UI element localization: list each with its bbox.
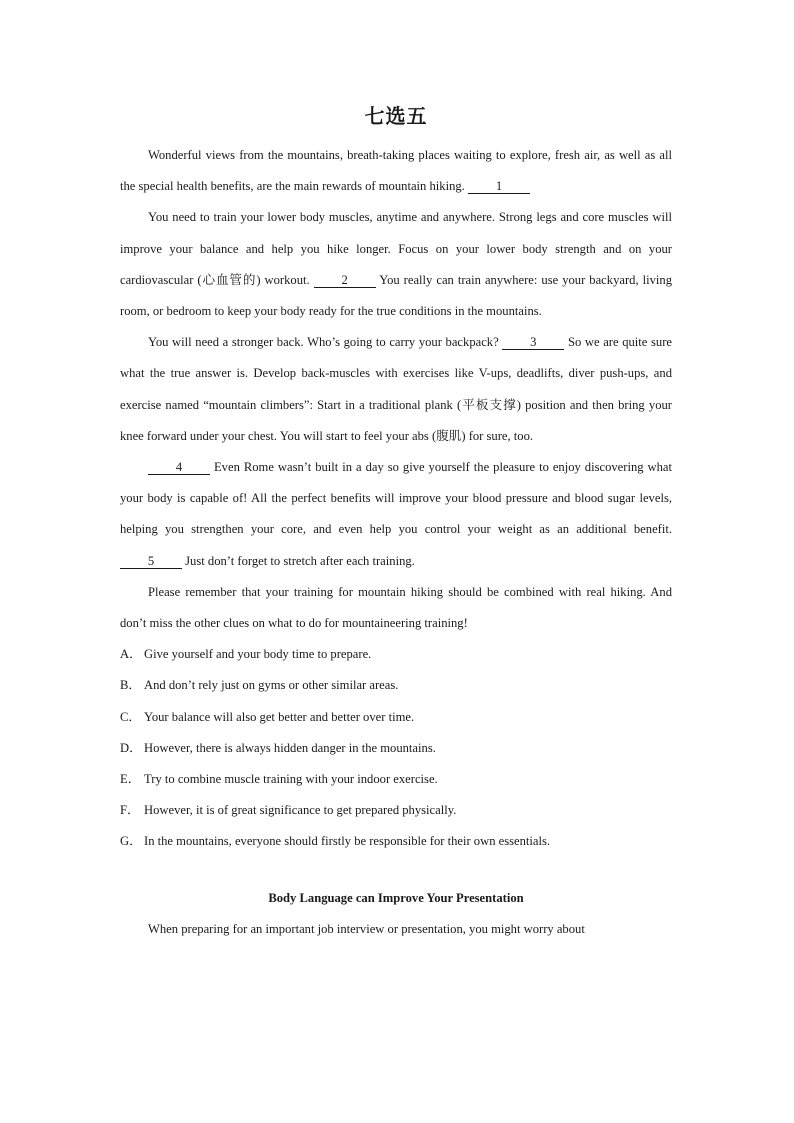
paragraph-text: Please remember that your training for mountain hiking should be combined with real hiking. And don’t miss the other clues on what to do for mountaineering training! <box>120 584 672 631</box>
blank-3: 3 <box>502 335 564 350</box>
option-letter: D． <box>120 740 142 755</box>
blank-4: 4 <box>148 460 210 475</box>
option-letter: A． <box>120 647 142 662</box>
option-f <box>120 795 672 826</box>
paragraph-text: Wonderful views from the mountains, breath-taking places waiting to explore, fresh air, as well as all the special health benefits, are the main rewards of mountain hiking. <box>120 148 672 194</box>
option-text: Your balance will also get better and better over time. <box>144 709 415 724</box>
blank-1: 1 <box>468 179 530 194</box>
option-d <box>120 733 672 764</box>
paragraph-5 <box>120 577 672 639</box>
option-text: Give yourself and your body time to prepare. <box>144 647 372 662</box>
option-text: However, there is always hidden danger in the mountains. <box>144 740 436 755</box>
option-g <box>120 826 672 857</box>
paragraph-4 <box>120 452 672 577</box>
option-text: Try to combine muscle training with your indoor exercise. <box>144 772 438 787</box>
section-title: Body Language can Improve Your Presentation <box>268 890 524 905</box>
blank-5: 5 <box>120 554 182 569</box>
option-text: In the mountains, everyone should firstly be responsible for their own essentials. <box>144 834 551 849</box>
paragraph-text: Even Rome wasn’t built in a day so give yourself the pleasure to enjoy discovering what your body is capable of! All the perfect benefits will improve your blood pressure and blood sugar levels, helping you strengthen your core, and even help you control your weight as an additional benefit. <box>120 460 672 537</box>
option-letter: G． <box>120 834 142 849</box>
option-c <box>120 702 672 733</box>
paragraph-3 <box>120 327 672 452</box>
blank-2: 2 <box>314 273 376 288</box>
option-letter: F． <box>120 803 140 818</box>
option-letter: B． <box>120 678 141 693</box>
option-letter: C． <box>120 709 141 724</box>
option-a <box>120 639 672 670</box>
page-title: 七选五 <box>364 106 428 128</box>
paragraph-text: So we are quite sure what the true answer is. Develop back-muscles with exercises like V-ups, deadlifts, diver push-ups, and exercise named “mountain climbers”: Start in a traditional plank (平板支撑) position and then bring your knee forward under your chest. You will start to feel your abs (腹肌) for sure, too. <box>120 335 672 443</box>
option-e <box>120 764 672 795</box>
options-list <box>120 639 672 857</box>
paragraph-text: Just don’t forget to stretch after each training. <box>185 553 415 568</box>
option-text: And don’t rely just on gyms or other similar areas. <box>144 678 399 693</box>
option-text: However, it is of great significance to get prepared physically. <box>144 803 457 818</box>
section-paragraph: When preparing for an important job interview or presentation, you might worry about <box>148 921 585 936</box>
paragraph-1 <box>120 140 672 202</box>
paragraph-text: You need to train your lower body muscles, anytime and anywhere. Strong legs and core muscles will improve your balance and help you hike longer. Focus on your lower body strength and on your cardiovascular (心血管的) workout. <box>120 210 672 287</box>
document-page <box>120 100 672 945</box>
paragraph-text: You really can train anywhere: use your backyard, living room, or bedroom to keep your body ready for the true conditions in the mountains. <box>120 272 672 319</box>
option-b <box>120 670 672 701</box>
paragraph-2 <box>120 202 672 327</box>
paragraph-text: You will need a stronger back. Who’s going to carry your backpack? <box>148 335 499 350</box>
option-letter: E． <box>120 772 141 787</box>
